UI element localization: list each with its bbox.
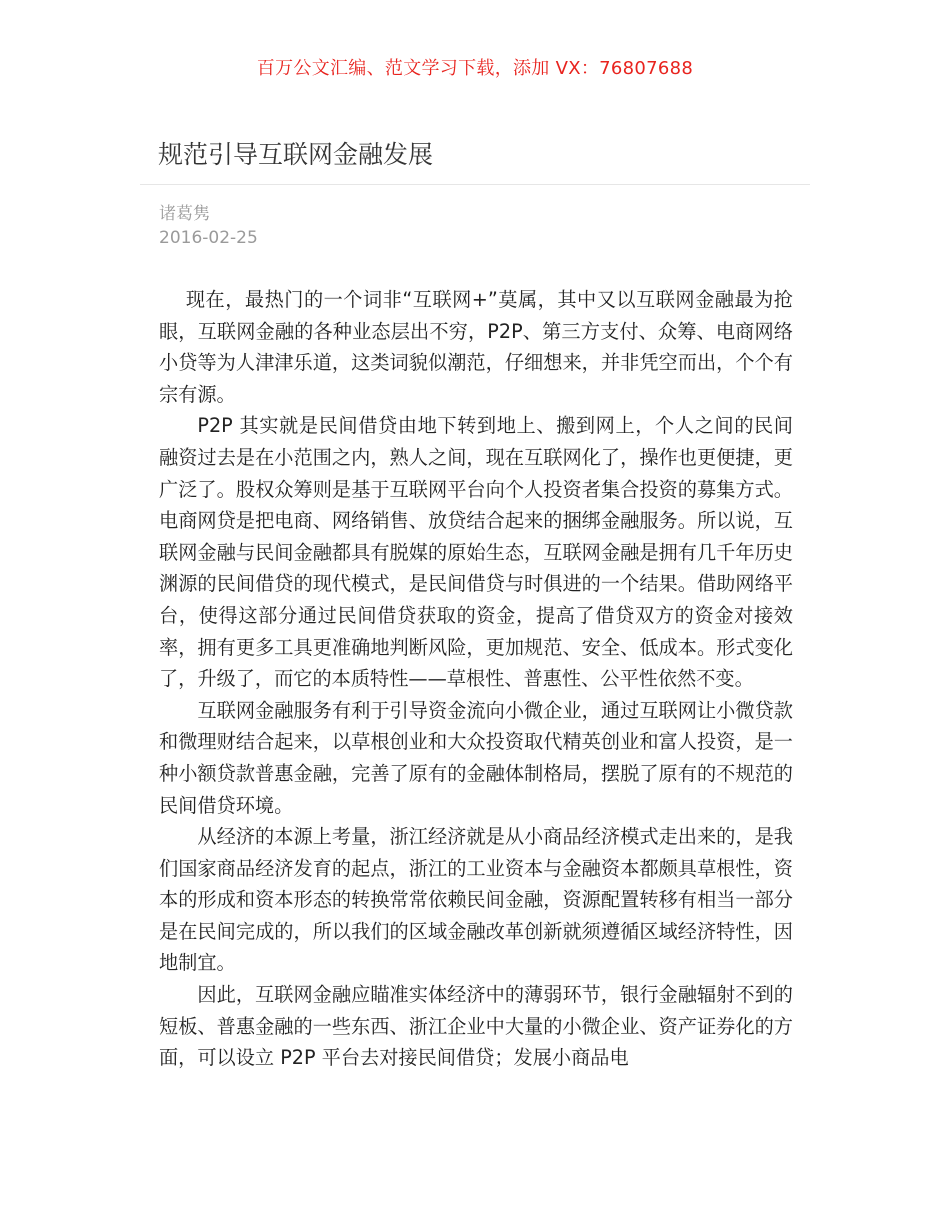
article-date: 2016-02-25	[159, 228, 258, 248]
article-author: 诸葛隽	[159, 204, 210, 224]
article-body	[159, 284, 793, 1074]
article-title: 规范引导互联网金融发展	[158, 140, 434, 169]
article-paragraph-5: 因此，互联网金融应瞄准实体经济中的薄弱环节，银行金融辐射不到的短板、普惠金融的一些东西、浙江企业中大量的小微企业、资产证券化的方面，可以设立 P2P 平台去对接民间借贷；发展小商品电	[159, 983, 793, 1070]
article-paragraph-3: 互联网金融服务有利于引导资金流向小微企业，通过互联网让小微贷款和微理财结合起来，以草根创业和大众投资取代精英创业和富人投资，是一种小额贷款普惠金融，完善了原有的金融体制格局，摆脱了原有的不规范的民间借贷环境。	[159, 698, 793, 817]
promo-banner: 百万公文汇编、范文学习下载，添加 VX：76807688	[256, 58, 694, 79]
title-divider	[140, 184, 810, 185]
article-paragraph-1: 现在，最热门的一个词非“互联网+”莫属，其中又以互联网金融最为抢眼，互联网金融的各种业态层出不穷，P2P、第三方支付、众筹、电商网络小贷等为人津津乐道，这类词貌似潮范，仔细想来，并非凭空而出，个个有宗有源。	[159, 288, 793, 406]
article-paragraph-2: P2P 其实就是民间借贷由地下转到地上、搬到网上，个人之间的民间融资过去是在小范围之内，熟人之间，现在互联网化了，操作也更便捷，更广泛了。股权众筹则是基于互联网平台向个人投资者集合投资的募集方式。电商网贷是把电商、网络销售、放贷结合起来的捆绑金融服务。所以说，互联网金融与民间金融都具有脱媒的原始生态，互联网金融是拥有几千年历史渊源的民间借贷的现代模式，是民间借贷与时俱进的一个结果。借助网络平台，使得这部分通过民间借贷获取的资金，提高了借贷双方的资金对接效率，拥有更多工具更准确地判断风险，更加规范、安全、低成本。形式变化了，升级了，而它的本质特性——草根性、普惠性、公平性依然不变。	[159, 414, 793, 691]
article-paragraph-4: 从经济的本源上考量，浙江经济就是从小商品经济模式走出来的，是我们国家商品经济发育的起点，浙江的工业资本与金融资本都颇具草根性，资本的形成和资本形态的转换常常依赖民间金融，资源配置转移有相当一部分是在民间完成的，所以我们的区域金融改革创新就须遵循区域经济特性，因地制宜。	[159, 825, 793, 975]
